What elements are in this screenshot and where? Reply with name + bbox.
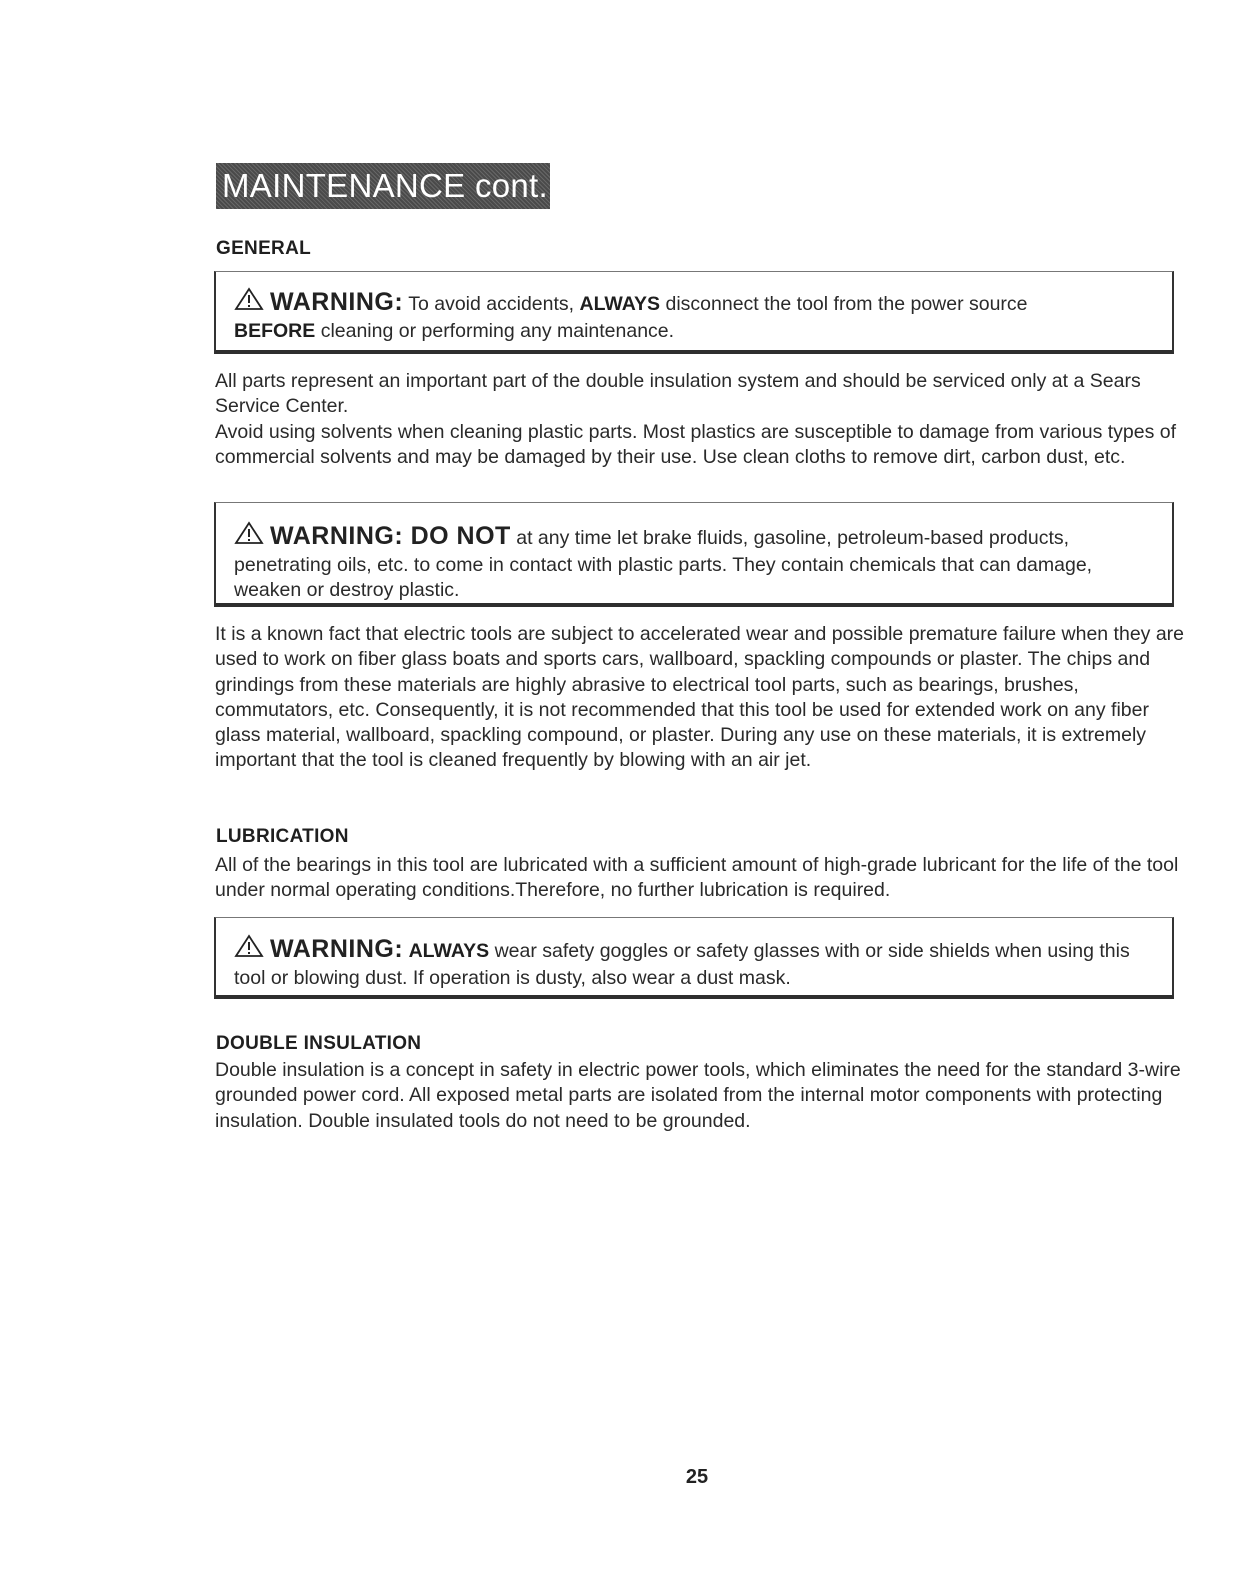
lubrication-heading: LUBRICATION	[216, 826, 349, 847]
warning-emphasis: ALWAYS	[408, 940, 490, 962]
warning-text: disconnect the tool from the power source	[665, 293, 1028, 315]
warning-triangle-icon	[234, 521, 264, 553]
general-paragraph-wear	[215, 622, 1190, 774]
warning-box-chemicals	[214, 502, 1174, 607]
warning-text: wear safety goggles or safety glasses with or side shields when using this tool or blowing dust. If operation is dusty, also wear a dust mask.	[234, 940, 1130, 989]
section-title-banner: MAINTENANCE cont.	[216, 163, 550, 209]
warning-label: WARNING: DO NOT	[270, 522, 511, 550]
warning-box-goggles	[214, 917, 1174, 999]
lubrication-paragraph	[215, 853, 1190, 904]
warning-text: To avoid accidents,	[408, 293, 575, 315]
paragraph: Avoid using solvents when cleaning plastic parts. Most plastics are susceptible to damage from various types of commercial solvents and may be damaged by their use. Use clean cloths to remove dirt, carbon dust, etc.	[215, 420, 1177, 468]
general-paragraphs	[215, 369, 1190, 470]
warning-text: at any time let brake fluids, gasoline, petroleum-based products, penetrating oils, etc. to come in contact with plastic parts. They contain chemicals that can damage, weaken or destroy plastic.	[234, 527, 1093, 601]
warning-label: WARNING:	[270, 935, 404, 963]
warning-text: cleaning or performing any maintenance.	[320, 319, 675, 342]
double-insulation-paragraph	[215, 1058, 1190, 1134]
warning-emphasis: ALWAYS	[579, 293, 661, 315]
paragraph: It is a known fact that electric tools are subject to accelerated wear and possible premature failure when they are used to work on fiber glass boats and sports cars, wallboard, spackling compounds or plaster. The chips and grindings from these materials are highly abrasive to electrical tool parts, such as bearings, brushes, commutators, etc. Consequently, it is not recommended that this tool be used for extended work on any fiber glass material, wallboard, spackling compound, or plaster. During any use on these materials, it is extremely important that the tool is cleaned frequently by blowing with an air jet.	[215, 623, 1185, 772]
paragraph: All of the bearings in this tool are lubricated with a sufficient amount of high-grade lubricant for the life of the tool under normal operating conditions.Therefore, no further lubrication is required.	[215, 854, 1179, 902]
paragraph: All parts represent an important part of the double insulation system and should be serviced only at a Sears Service Center.	[215, 370, 1141, 418]
warning-triangle-icon	[234, 287, 264, 319]
warning-triangle-icon	[234, 934, 264, 966]
general-heading: GENERAL	[216, 238, 311, 259]
warning-label: WARNING:	[270, 288, 404, 316]
warning-emphasis: BEFORE	[234, 319, 316, 342]
warning-box-disconnect	[214, 271, 1174, 354]
paragraph: Double insulation is a concept in safety in electric power tools, which eliminates the need for the standard 3-wire grounded power cord. All exposed metal parts are isolated from the internal motor components with protecting insulation. Double insulated tools do not need to be grounded.	[215, 1059, 1181, 1132]
page-number: 25	[685, 1466, 709, 1488]
double-insulation-heading: DOUBLE INSULATION	[216, 1033, 422, 1054]
